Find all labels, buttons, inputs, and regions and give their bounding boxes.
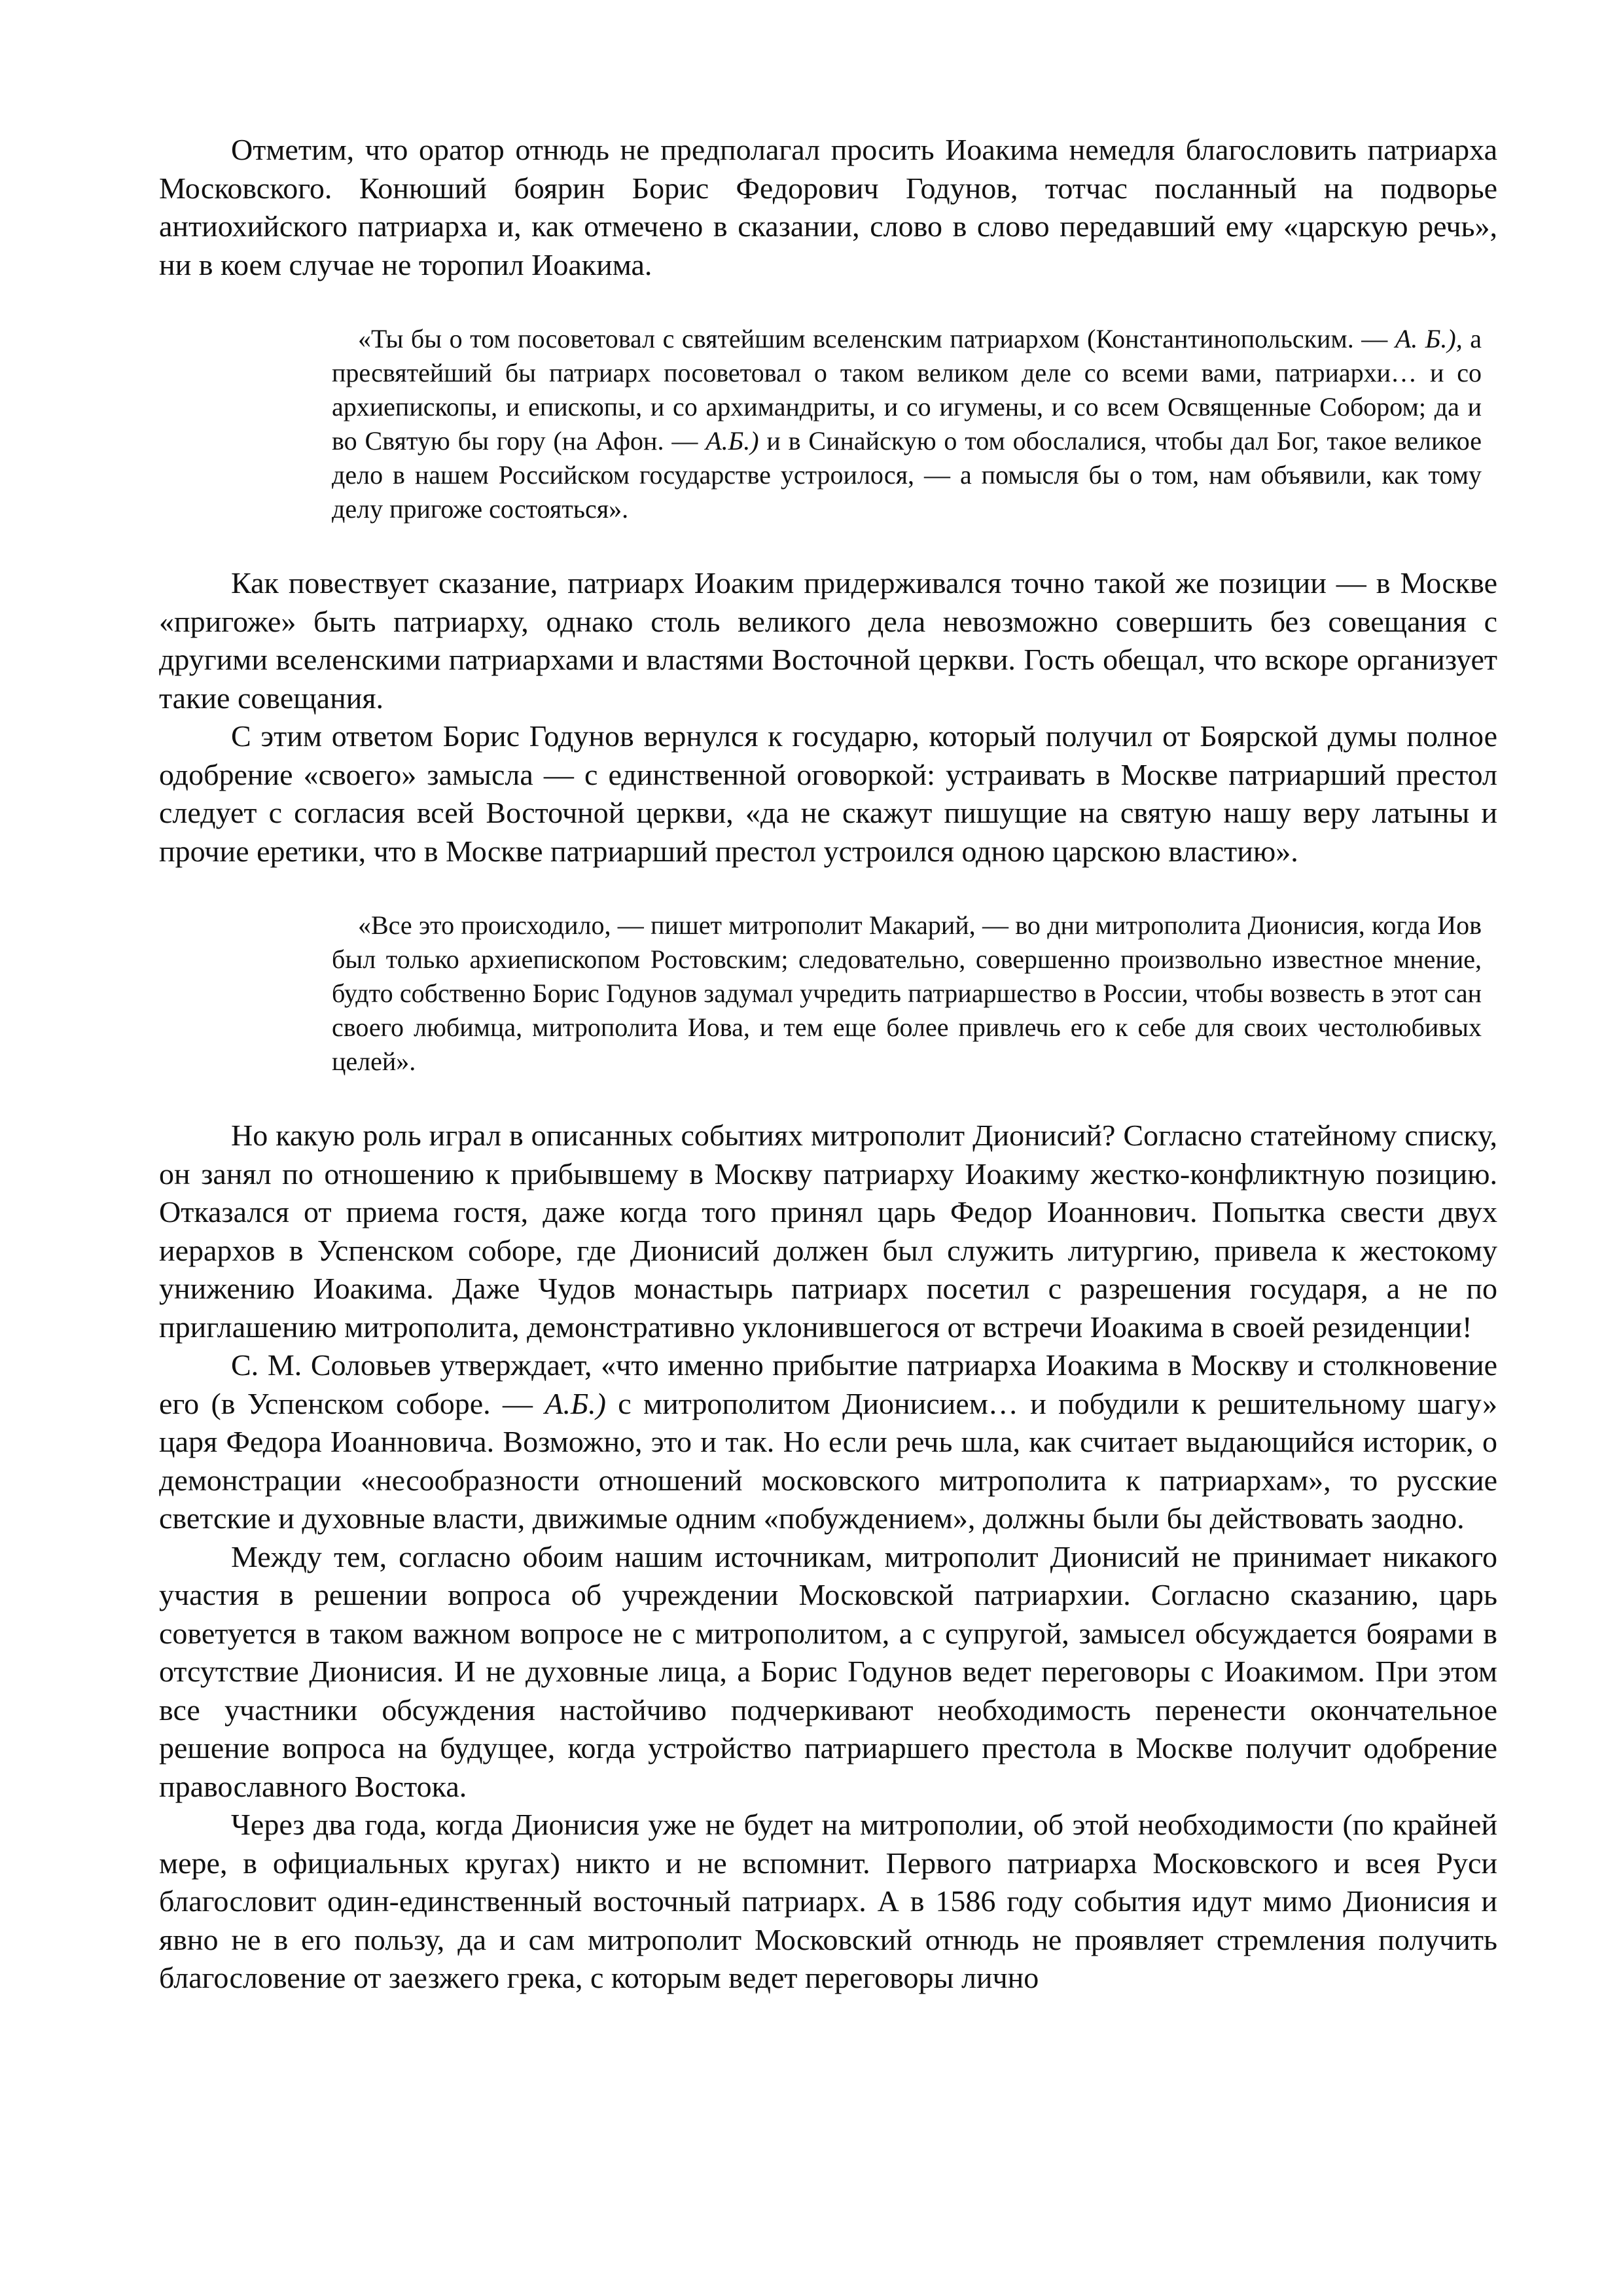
block-quote: «Все это происходило, — пишет митрополит Макарий, — во дни митрополита Дионисия, когда Иов был только архиепископом Ростовским; следовательно, совершенно произвольно известное мнение, будто собственно Борис Годунов задумал учредить патриаршество в России, чтобы возвесть в этот сан своего любимца, митрополита Иова, и тем еще более привлечь его к себе для своих честолюбивых целей». [332,910,1482,1076]
paragraph: Между тем, согласно обоим нашим источникам, митрополит Дионисий не принимает никакого участия в решении вопроса об учреждении Московской патриархии. Согласно сказанию, царь советуется в таком важном вопросе не с митрополитом, а с супругой, замысел обсуждается боярами в отсутствие Дионисия. И не духовные лица, а Борис Годунов ведет переговоры с Иоакимом. При этом все участники обсуждения настойчиво подчеркивают необходимость перенести окончательное решение вопроса на будущее, когда устройство патриаршего престола в Москве получит одобрение православного Востока. [159,1539,1497,1803]
paragraph: Как повествует сказание, патриарх Иоаким придерживался точно такой же позиции — в Москве «пригоже» быть патриарху, однако столь великого дела невозможно совершить без совещания с другими вселенскими патриархами и властями Восточной церкви. Гость обещал, что вскоре организует такие совещания. [159,566,1497,715]
quote-text: и в Синайскую о том обослалися, чтобы дал Бог, такое великое дело в нашем Российском государстве устроилося, — а помысля бы о том, нам объявили, как тому делу пригоже состояться». [332,426,1482,524]
author-initials: А.Б.) [544,1386,606,1420]
paragraph [159,1346,1497,1538]
quote-author-initials: А. Б.), [1395,324,1463,353]
quote-author-initials: А.Б.) [705,426,759,456]
document-page [159,131,1497,1998]
quote-text: «Ты бы о том посоветовал с святейшим вселенским патриархом (Константинопольским. — [358,324,1395,353]
block-quote [332,322,1482,526]
paragraph: Но какую роль играл в описанных событиях митрополит Дионисий? Согласно статейному списку, он занял по отношению к прибывшему в Москву патриарху Иоакиму жестко-конфликтную позицию. Отказался от приема гостя, даже когда того принял царь Федор Иоаннович. Попытка свести двух иерархов в Успенском соборе, где Дионисий должен был служить литургию, привела к жестокому унижению Иоакима. Даже Чудов монастырь патриарх посетил с разрешения государя, а не по приглашению митрополита, демонстративно уклонившегося от встречи Иоакима в своей резиденции! [159,1119,1497,1344]
quote-text: а пресвятейший бы патриарх посоветовал о таком великом деле со всеми вами, патриархи… и со архиепископы, и епископы, и со архимандриты, и со игумены, и со всем Освященные Собором; да и во Святую бы гору (на Афон. — [332,324,1482,456]
paragraph-text: с митрополитом Дионисием… и побудили к решительному шагу» царя Федора Иоанновича. Возможно, это и так. Но если речь шла, как считает выдающийся историк, о демонстрации «несообразности отношений московского митрополита к патриархам», то русские светские и духовные власти, движимые одним «побуждением», должны были бы действовать заодно. [159,1386,1497,1535]
paragraph: С этим ответом Борис Годунов вернулся к государю, который получил от Боярской думы полное одобрение «своего» замысла — с единственной оговоркой: устраивать в Москве патриарший престол следует с согласия всей Восточной церкви, «да не скажут пишущие на святую нашу веру латыны и прочие еретики, что в Москве патриарший престол устроился одною царскою властию». [159,719,1497,868]
paragraph-text: С. М. Соловьев утверждает, «что именно прибытие патриарха Иоакима в Москву и столкновение его (в Успенском соборе. — [159,1348,1497,1420]
paragraph: Через два года, когда Дионисия уже не будет на митрополии, об этой необходимости (по крайней мере, в официальных кругах) никто и не вспомнит. Первого патриарха Московского и всея Руси благословит один-единственный восточный патриарх. А в 1586 году события идут мимо Дионисия и явно не в его пользу, да и сам митрополит Московский отнюдь не проявляет стремления получить благословение от заезжего грека, с которым ведет переговоры лично [159,1808,1497,1994]
paragraph: Отметим, что оратор отнюдь не предполагал просить Иоакима немедля благословить патриарха Московского. Конюший боярин Борис Федорович Годунов, тотчас посланный на подворье антиохийского патриарха и, как отмечено в сказании, слово в слово передавший ему «царскую речь», ни в коем случае не торопил Иоакима. [159,133,1497,281]
